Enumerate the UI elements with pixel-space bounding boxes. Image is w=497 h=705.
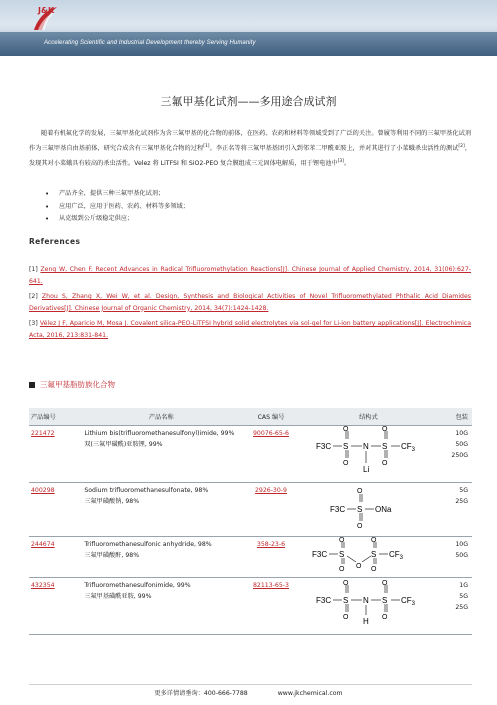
- intro-citation-1: [1]: [203, 144, 210, 150]
- product-name-en: Trifluoromethanesulfonic anhydride, 98%: [84, 541, 212, 548]
- section-heading: [29, 379, 115, 390]
- intro-citation-2: [2]: [458, 144, 465, 150]
- struct-label: O: [382, 460, 388, 467]
- package-size: 50G: [455, 552, 468, 559]
- product-name-en: Sodium trifluoromethanesulfonate, 98%: [84, 487, 209, 494]
- feature-item: • 从克级到公斤级稳定供应；: [45, 213, 465, 226]
- package-size: 25G: [455, 498, 468, 505]
- table-row: [29, 426, 472, 483]
- struct-label: O: [371, 537, 377, 544]
- struct-label: O: [339, 537, 345, 544]
- struct-label: O: [382, 426, 388, 433]
- cas-number-link[interactable]: 90076-65-6: [240, 426, 302, 483]
- intro-citation-3: [3]: [337, 159, 345, 165]
- product-name-cell: [82, 426, 240, 483]
- product-name-cn: 三氟甲磺酸酐, 98%: [84, 552, 140, 559]
- reference-link[interactable]: Zeng W, Chen F. Recent Advances in Radical Trifluoromethylation Reactions[J]. Chinese Journal of Applied Chemistry, 2014, 31(06):627-641.: [29, 266, 471, 285]
- struct-label: S: [371, 550, 377, 559]
- reference-number: [1]: [29, 266, 38, 273]
- litfsi-structure-image: [308, 426, 428, 478]
- struct-label: $CF_3$: [389, 550, 404, 561]
- product-name-cell: [82, 578, 240, 635]
- reference-item: [29, 264, 471, 287]
- struct-label: O: [382, 580, 388, 587]
- table-row: [29, 483, 472, 537]
- reference-number: [2]: [29, 293, 38, 300]
- struct-label: $CF_3$: [401, 442, 416, 453]
- product-name-en: Lithium bis(trifluoromethanesulfonyl)imide, 99%: [84, 430, 235, 437]
- package-size: 50G: [455, 441, 468, 448]
- intro-text-1: 随着有机氟化学的发展，三氟甲基化试剂作为含三氟甲基的化合物的前体，在医药、农药和材料等领域受到了广泛的关注。曾履等利用不同的三氟甲基化试剂作为三氟甲基自由基前体，研究合成含有三氟甲基化合物的过程: [29, 130, 471, 153]
- struct-label: F3C: [312, 550, 328, 559]
- package-size: 10G: [455, 430, 468, 437]
- struct-label: O: [357, 523, 363, 530]
- package-cell: [435, 578, 472, 635]
- logo-text: J&K: [38, 6, 55, 15]
- package-size: 25G: [455, 604, 468, 611]
- column-header-cas: CAS 编号: [240, 408, 302, 426]
- struct-label: O: [343, 460, 349, 467]
- page-footer: [0, 688, 497, 697]
- struct-label: ONa: [375, 505, 392, 514]
- references-list: [29, 264, 471, 345]
- reference-item: [29, 318, 471, 341]
- product-name-en: Trifluoromethanesulfonimide, 99%: [84, 582, 191, 589]
- cas-number-link[interactable]: 358-23-6: [240, 537, 302, 578]
- intro-paragraph: [29, 127, 471, 171]
- struct-label: Li: [363, 465, 370, 474]
- package-size: 1G: [459, 582, 468, 589]
- struct-label: H: [363, 617, 370, 626]
- footer-phone: 更多详情请垂询：400-666-7788: [154, 690, 248, 697]
- structure-cell: [302, 578, 435, 635]
- column-header-structure: 结构式: [302, 408, 435, 426]
- struct-label: O: [356, 563, 362, 570]
- package-size: 5G: [459, 487, 468, 494]
- column-header-package: 包装: [435, 408, 472, 426]
- package-cell: [435, 426, 472, 483]
- header-banner: [0, 0, 497, 56]
- intro-text-3: ，发现其对小菜蛾具有较高的杀虫活性。Velez 将 LiTFSI 和 SiO2-PEO 复合膜组成三元固体电解质，用于锂电池中: [29, 145, 472, 168]
- product-name-cell: [82, 483, 240, 537]
- struct-label: O: [339, 566, 345, 573]
- product-name-cn: 双(三氟甲磺酰)亚胺锂, 99%: [84, 441, 163, 448]
- struct-label: O: [371, 566, 377, 573]
- struct-label: F3C: [316, 442, 332, 451]
- struct-label: O: [343, 580, 349, 587]
- square-bullet-icon: [29, 382, 35, 388]
- structure-cell: [302, 483, 435, 537]
- feature-item: • 应用广泛，应用于医药、农药、材料等多领域；: [45, 201, 465, 214]
- intro-text-2: 。李正名等将三氟甲基基团引入到邻苯二甲酰亚胺上，并对其进行了小菜蛾杀虫活性的测试: [209, 145, 459, 153]
- package-size: 10G: [455, 541, 468, 548]
- footer-divider: [29, 684, 472, 685]
- structure-cell: [302, 537, 435, 578]
- reference-link[interactable]: Zhou S, Zhang X, Wei W, et al. Design, Synthesis and Biological Activities of Novel Trifluoromethylated Phthalic Acid Diamides Derivatives[J]. Chinese Journal of Organic Chemistry, 2014, 34(7):1424-1428.: [29, 293, 472, 312]
- package-size: 5G: [459, 593, 468, 600]
- struct-label: O: [343, 614, 349, 621]
- product-code-link[interactable]: 221472: [29, 426, 82, 483]
- banner-tagline: Accelerating Scientific and Industrial Development thereby Serving Humanity: [44, 40, 256, 46]
- triflic-anhydride-structure-image: [308, 537, 428, 573]
- product-name-cn: 三氟甲基磺酰亚胺, 99%: [84, 593, 152, 600]
- struct-label: O: [357, 488, 363, 495]
- table-header-row: [29, 408, 472, 426]
- package-size: 250G: [451, 452, 468, 459]
- struct-label: O: [382, 614, 388, 621]
- package-cell: [435, 483, 472, 537]
- column-header-name: 产品名称: [82, 408, 240, 426]
- table-row: [29, 578, 472, 635]
- feature-list: [45, 188, 465, 226]
- cas-number-link[interactable]: 2926-30-9: [240, 483, 302, 537]
- product-code-link[interactable]: 400298: [29, 483, 82, 537]
- package-cell: [435, 537, 472, 578]
- references-heading: References: [29, 237, 81, 246]
- page-title: 三氟甲基化试剂——多用途合成试剂: [160, 95, 337, 108]
- struct-label: F3C: [316, 596, 332, 605]
- struct-label: N: [363, 442, 370, 451]
- struct-label: S: [339, 550, 345, 559]
- footer-website-link[interactable]: www.jkchemical.com: [277, 690, 343, 697]
- feature-item: • 产品齐全，提供三种三氟甲基化试剂；: [45, 188, 465, 201]
- struct-label: O: [343, 426, 349, 433]
- product-code-link[interactable]: 244674: [29, 537, 82, 578]
- reference-number: [3]: [29, 320, 38, 327]
- struct-label: S: [382, 442, 388, 451]
- struct-label: S: [382, 596, 388, 605]
- struct-label: $CF_3$: [401, 596, 416, 607]
- struct-label: F3C: [330, 505, 346, 514]
- struct-label: S: [343, 596, 349, 605]
- triflimide-structure-image: [308, 578, 428, 630]
- struct-label: S: [357, 505, 363, 514]
- product-code-link[interactable]: 432354: [29, 578, 82, 635]
- structure-cell: [302, 426, 435, 483]
- sodium-triflate-structure-image: [308, 483, 428, 531]
- intro-text-4: 。: [344, 160, 351, 168]
- product-name-cell: [82, 537, 240, 578]
- column-header-code: 产品编号: [29, 408, 82, 426]
- product-name-cn: 三氟甲磺酸钠, 98%: [84, 498, 140, 505]
- table-row: [29, 537, 472, 578]
- struct-label: S: [343, 442, 349, 451]
- section-heading-label[interactable]: 三氟甲基脂肪族化合物: [40, 380, 115, 389]
- reference-link[interactable]: Vélez J F, Aparicio M, Mosa J. Covalent silica-PEO-LiTFSI hybrid solid electrolytes via sol-gel for Li-ion battery applications[J]. Electrochimica Acta, 2016, 213:831-841.: [29, 320, 471, 339]
- products-table: [29, 408, 472, 635]
- cas-number-link[interactable]: 82113-65-3: [240, 578, 302, 635]
- struct-label: N: [363, 596, 370, 605]
- reference-item: [29, 291, 471, 314]
